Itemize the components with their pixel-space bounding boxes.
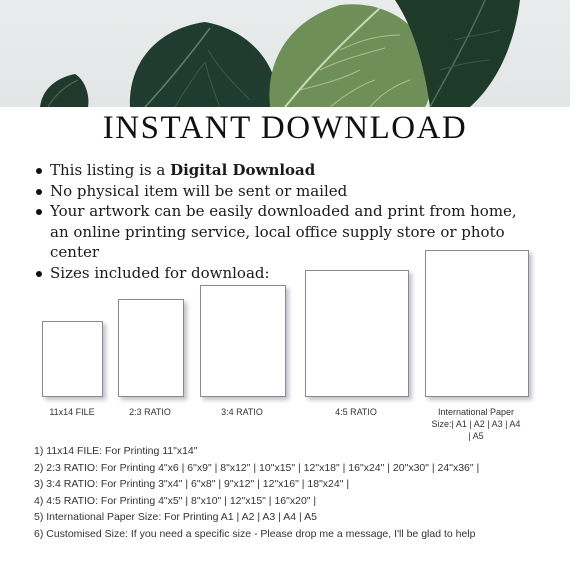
note-line: 3) 3:4 RATIO: For Printing 3"x4" | 6"x8" | 9"x12" | 12"x16" | 18"x24" | xyxy=(34,478,350,490)
size-frame-international xyxy=(425,250,529,397)
bullet-text: No physical item will be sent or mailed xyxy=(50,181,348,200)
hero-banner-image xyxy=(0,0,570,107)
note-line: 1) 11x14 FILE: For Printing 11"x14" xyxy=(34,445,198,457)
size-caption: 2:3 RATIO xyxy=(129,407,171,417)
size-caption: International Paper Size:| A1 | A2 | A3 | A4 | A5 xyxy=(431,407,521,441)
bullet-text: Sizes included for download: xyxy=(50,263,270,282)
note-line: 5) International Paper Size: For Printing A1 | A2 | A3 | A4 | A5 xyxy=(34,511,317,523)
bullet-no-physical-item xyxy=(34,181,534,202)
size-notes-list xyxy=(34,443,554,542)
size-caption: 11x14 FILE xyxy=(49,407,95,417)
bullet-bold-text: Digital Download xyxy=(170,161,316,179)
note-line: 6) Customised Size: If you need a specific size - Please drop me a message, I'll be glad to help xyxy=(34,527,476,540)
size-frame-3-4 xyxy=(200,285,286,397)
bullet-text: Your artwork can be easily downloaded and print from home, an online printing service, local office supply store or photo center xyxy=(50,202,517,261)
size-frame-2-3 xyxy=(118,299,184,397)
note-line: 2) 2:3 RATIO: For Printing 4"x6 | 6"x9" | 8"x12" | 10"x15" | 12"x18" | 16"x24" | 20"x30" | 24"x36" | xyxy=(34,461,480,474)
size-frame-4-5 xyxy=(305,270,409,397)
size-caption: 4:5 RATIO xyxy=(335,407,377,417)
size-caption: 3:4 RATIO xyxy=(221,407,263,417)
bullet-digital-download xyxy=(34,160,534,181)
page-title: INSTANT DOWNLOAD xyxy=(102,110,468,146)
size-frame-11x14 xyxy=(42,321,103,397)
note-line: 4) 4:5 RATIO: For Printing 4"x5" | 8"x10" | 12"x15" | 16"x20" | xyxy=(34,494,317,507)
fiddle-leaf-plant-image xyxy=(0,0,570,107)
bullet-text: This listing is a xyxy=(50,161,171,179)
